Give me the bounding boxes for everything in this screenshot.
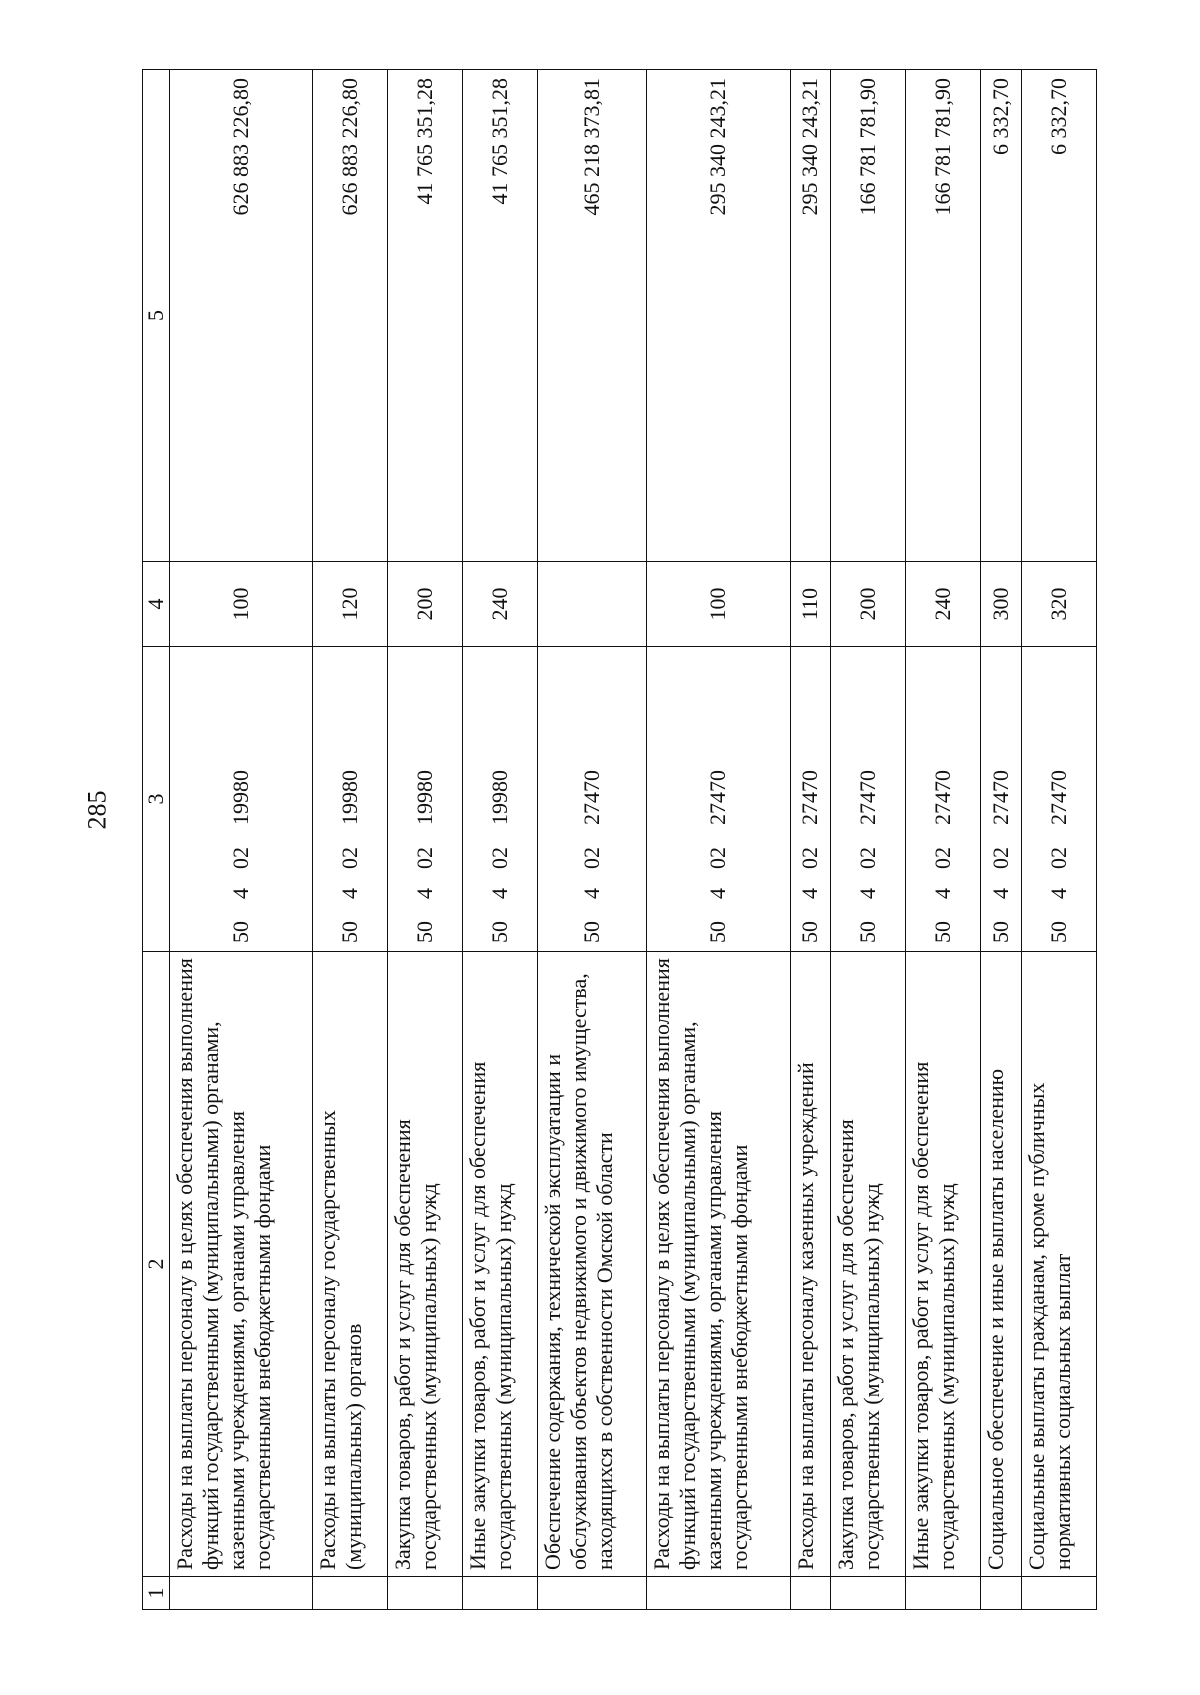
code-cell	[906, 647, 981, 952]
column-header-4: 4	[143, 562, 170, 647]
code-part: 50	[487, 921, 513, 943]
amount-cell: 626 883 226,80	[170, 70, 313, 562]
amount-cell: 41 765 351,28	[463, 70, 538, 562]
type-cell: 300	[981, 562, 1022, 647]
code-part: 50	[988, 921, 1014, 943]
code-part: 50	[1046, 921, 1071, 943]
code-part: 02	[337, 847, 363, 869]
code-part: 27470	[930, 770, 956, 825]
code-part: 27470	[705, 770, 731, 825]
description-cell: Расходы на выплаты персоналу в целях обеспечения выполнения функций государственными (муниципальными) органами, казенными учреждениями, органами управления государственными внебюджетными фондами	[647, 952, 790, 1577]
table-row	[831, 70, 906, 1610]
type-cell: 120	[313, 562, 388, 647]
table-row	[906, 70, 981, 1610]
code-part: 02	[705, 847, 731, 869]
row-number-cell	[981, 1577, 1022, 1610]
code-cell	[831, 647, 906, 952]
description-cell: Расходы на выплаты персоналу казенных учреждений	[790, 952, 831, 1577]
row-number-cell	[313, 1577, 388, 1610]
column-header-2: 2	[143, 952, 170, 1577]
type-cell: 200	[388, 562, 463, 647]
code-part: 02	[1046, 847, 1071, 869]
row-number-cell	[170, 1577, 313, 1610]
code-part: 50	[579, 921, 605, 943]
code-part: 4	[1046, 888, 1071, 899]
amount-cell: 41 765 351,28	[388, 70, 463, 562]
code-part: 19980	[337, 770, 363, 825]
column-header-3: 3	[143, 647, 170, 952]
type-cell: 240	[463, 562, 538, 647]
code-part: 4	[487, 888, 513, 899]
amount-cell: 465 218 373,81	[538, 70, 647, 562]
table-row	[538, 70, 647, 1610]
code-cell	[1021, 647, 1096, 952]
type-cell: 320	[1021, 562, 1096, 647]
amount-cell: 6 332,70	[1021, 70, 1096, 562]
code-part: 02	[487, 847, 513, 869]
code-part: 27470	[855, 770, 881, 825]
code-part: 4	[412, 888, 438, 899]
type-cell: 200	[831, 562, 906, 647]
description-cell: Социальное обеспечение и иные выплаты населению	[981, 952, 1022, 1577]
type-cell: 240	[906, 562, 981, 647]
table-body	[170, 70, 1097, 1610]
code-part: 50	[412, 921, 438, 943]
code-part: 4	[930, 888, 956, 899]
code-part: 19980	[487, 770, 513, 825]
row-number-cell	[463, 1577, 538, 1610]
code-part: 02	[855, 847, 881, 869]
row-number-cell	[538, 1577, 647, 1610]
row-number-cell	[906, 1577, 981, 1610]
description-cell: Закупка товаров, работ и услуг для обеспечения государственных (муниципальных) нужд	[831, 952, 906, 1577]
code-part: 4	[579, 888, 605, 899]
code-part: 02	[797, 847, 823, 869]
code-part: 27470	[988, 770, 1014, 825]
code-cell	[463, 647, 538, 952]
code-cell	[981, 647, 1022, 952]
page-number: 285	[82, 790, 112, 830]
budget-table	[142, 69, 1097, 1610]
code-part: 4	[797, 888, 823, 899]
amount-cell: 295 340 243,21	[647, 70, 790, 562]
column-header-5: 5	[143, 70, 170, 562]
table-row	[1021, 70, 1096, 1610]
amount-cell: 6 332,70	[981, 70, 1022, 562]
type-cell: 100	[647, 562, 790, 647]
code-part: 27470	[1046, 770, 1071, 825]
code-part: 50	[337, 921, 363, 943]
code-part: 4	[705, 888, 731, 899]
description-cell: Расходы на выплаты персоналу в целях обеспечения выполнения функций государственными (муниципальными) органами, казенными учреждениями, органами управления государственными внебюджетными фондами	[170, 952, 313, 1577]
amount-cell: 166 781 781,90	[906, 70, 981, 562]
description-cell: Расходы на выплаты персоналу государственных (муниципальных) органов	[313, 952, 388, 1577]
code-cell	[170, 647, 313, 952]
code-part: 4	[988, 888, 1014, 899]
table-row	[313, 70, 388, 1610]
table-row	[981, 70, 1022, 1610]
column-header-1: 1	[143, 1577, 170, 1610]
row-number-cell	[647, 1577, 790, 1610]
code-part: 02	[930, 847, 956, 869]
description-cell: Иные закупки товаров, работ и услуг для обеспечения государственных (муниципальных) нужд	[906, 952, 981, 1577]
rotated-page	[142, 70, 1097, 1610]
code-cell	[388, 647, 463, 952]
code-part: 50	[705, 921, 731, 943]
table-row	[790, 70, 831, 1610]
code-cell	[313, 647, 388, 952]
code-part: 4	[228, 888, 254, 899]
code-part: 4	[337, 888, 363, 899]
code-part: 02	[228, 847, 254, 869]
row-number-cell	[831, 1577, 906, 1610]
description-cell: Социальные выплаты гражданам, кроме публичных нормативных социальных выплат	[1021, 952, 1096, 1577]
code-cell	[790, 647, 831, 952]
table-row	[463, 70, 538, 1610]
table-row	[647, 70, 790, 1610]
type-cell: 100	[170, 562, 313, 647]
description-cell: Обеспечение содержания, технической эксплуатации и обслуживания объектов недвижимого и движимого имущества, находящихся в собственности Омской области	[538, 952, 647, 1577]
code-cell	[647, 647, 790, 952]
code-part: 4	[855, 888, 881, 899]
code-part: 19980	[412, 770, 438, 825]
description-cell: Закупка товаров, работ и услуг для обеспечения государственных (муниципальных) нужд	[388, 952, 463, 1577]
type-cell	[538, 562, 647, 647]
code-part: 27470	[797, 770, 823, 825]
code-part: 50	[855, 921, 881, 943]
amount-cell: 626 883 226,80	[313, 70, 388, 562]
row-number-cell	[790, 1577, 831, 1610]
code-part: 02	[579, 847, 605, 869]
type-cell: 110	[790, 562, 831, 647]
amount-cell: 295 340 243,21	[790, 70, 831, 562]
amount-cell: 166 781 781,90	[831, 70, 906, 562]
code-part: 27470	[579, 770, 605, 825]
table-row	[388, 70, 463, 1610]
description-cell: Иные закупки товаров, работ и услуг для обеспечения государственных (муниципальных) нужд	[463, 952, 538, 1577]
row-number-cell	[388, 1577, 463, 1610]
code-part: 50	[228, 921, 254, 943]
code-part: 02	[988, 847, 1014, 869]
code-part: 50	[797, 921, 823, 943]
code-part: 02	[412, 847, 438, 869]
code-part: 50	[930, 921, 956, 943]
header-row	[143, 70, 170, 1610]
code-cell	[538, 647, 647, 952]
table-row	[170, 70, 313, 1610]
code-part: 19980	[228, 770, 254, 825]
row-number-cell	[1021, 1577, 1096, 1610]
